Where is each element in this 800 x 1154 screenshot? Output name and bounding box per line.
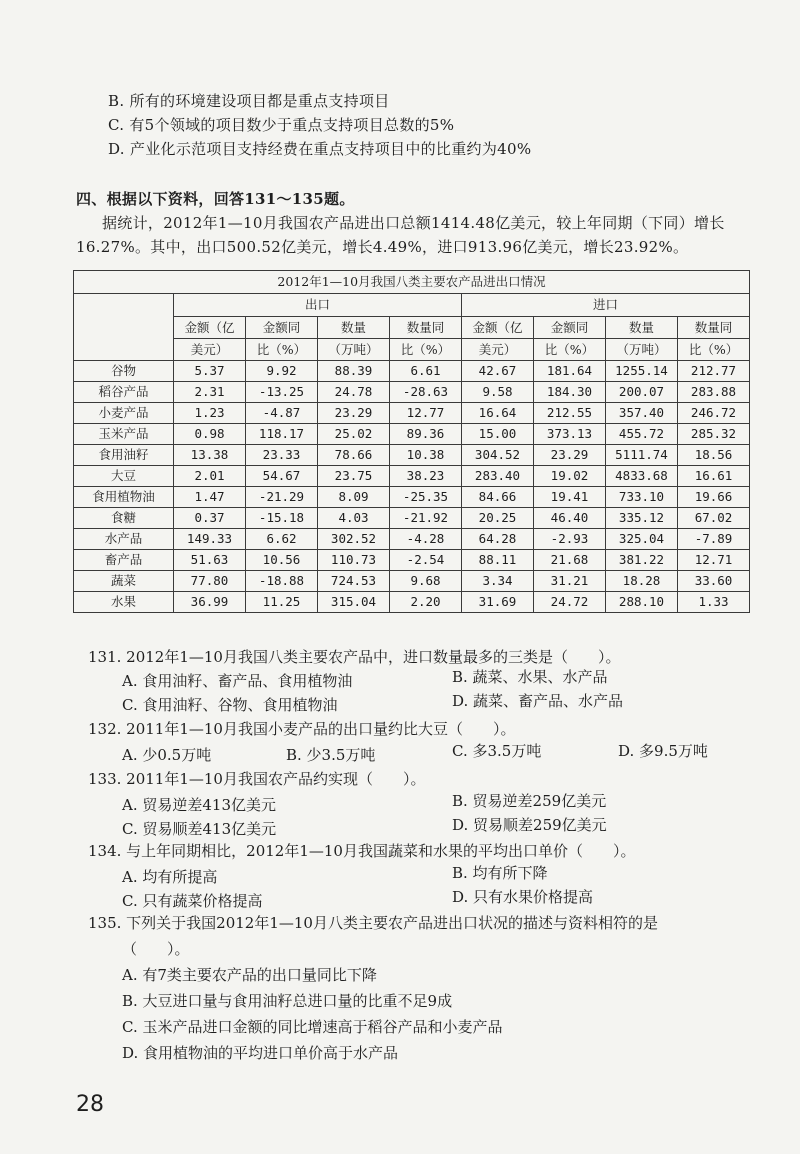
table-cell: 19.66 [678, 487, 750, 508]
question-132-option-a[interactable]: A. 少0.5万吨 [122, 746, 212, 764]
table-cell: 9.92 [246, 361, 318, 382]
table-cell: 11.25 [246, 592, 318, 613]
table-cell: -15.18 [246, 508, 318, 529]
table-cell: 8.09 [318, 487, 390, 508]
table-cell: 16.61 [678, 466, 750, 487]
table-cell: 88.39 [318, 361, 390, 382]
table-cell: 2.31 [174, 382, 246, 403]
question-135-option-b[interactable]: B. 大豆进口量与食用油籽总进口量的比重不足9成 [122, 992, 453, 1010]
table-cell: 325.04 [606, 529, 678, 550]
table-cell: 20.25 [462, 508, 534, 529]
row-label: 食糖 [74, 508, 174, 529]
table-cell: -4.28 [390, 529, 462, 550]
table-row [74, 508, 750, 529]
table-cell: 5.37 [174, 361, 246, 382]
table-cell: 15.00 [462, 424, 534, 445]
table-cell: 1255.14 [606, 361, 678, 382]
table-cell: -13.25 [246, 382, 318, 403]
col-header-bottom: （万吨） [606, 339, 678, 361]
col-header-top: 数量同 [678, 317, 750, 339]
question-131-option-d[interactable]: D. 蔬菜、畜产品、水产品 [452, 692, 624, 710]
table-cell: -18.88 [246, 571, 318, 592]
question-132-option-b[interactable]: B. 少3.5万吨 [286, 746, 376, 764]
table-row [74, 361, 750, 382]
table-cell: 1.23 [174, 403, 246, 424]
table-cell: 31.21 [534, 571, 606, 592]
table-cell: 24.72 [534, 592, 606, 613]
table-cell: 54.67 [246, 466, 318, 487]
table-cell: 2.20 [390, 592, 462, 613]
table-cell: 38.23 [390, 466, 462, 487]
row-label: 水果 [74, 592, 174, 613]
table-cell: 19.41 [534, 487, 606, 508]
col-header-bottom: 美元） [462, 339, 534, 361]
row-label: 畜产品 [74, 550, 174, 571]
question-132-stem: 132. 2011年1—10月我国小麦产品的出口量约比大豆（ ）。 [88, 720, 516, 738]
table-cell: 78.66 [318, 445, 390, 466]
table-cell: 89.36 [390, 424, 462, 445]
table-cell: 6.62 [246, 529, 318, 550]
table-row [74, 571, 750, 592]
question-135-option-a[interactable]: A. 有7类主要农产品的出口量同比下降 [122, 966, 377, 984]
col-header-bottom: 比（%） [534, 339, 606, 361]
table-row [74, 592, 750, 613]
table-cell: 4.03 [318, 508, 390, 529]
table-cell: 6.61 [390, 361, 462, 382]
row-label: 大豆 [74, 466, 174, 487]
col-header-top: 金额同 [534, 317, 606, 339]
table-cell: 3.34 [462, 571, 534, 592]
table-cell: 304.52 [462, 445, 534, 466]
table-cell: 283.88 [678, 382, 750, 403]
table-cell: 149.33 [174, 529, 246, 550]
table-cell: 51.63 [174, 550, 246, 571]
data-table [73, 270, 749, 613]
table-cell: 9.68 [390, 571, 462, 592]
question-134-option-c[interactable]: C. 只有蔬菜价格提高 [122, 892, 263, 910]
row-label: 稻谷产品 [74, 382, 174, 403]
prev-option-c: C. 有5个领域的项目数少于重点支持项目总数的5% [108, 116, 455, 134]
table-cell: -28.63 [390, 382, 462, 403]
question-135-stem: 135. 下列关于我国2012年1—10月八类主要农产品进出口状况的描述与资料相符的是 [88, 914, 658, 932]
question-134-stem: 134. 与上年同期相比，2012年1—10月我国蔬菜和水果的平均出口单价（ ）。 [88, 842, 636, 860]
question-131-option-a[interactable]: A. 食用油籽、畜产品、食用植物油 [122, 672, 353, 690]
table-row [74, 445, 750, 466]
table-cell: 357.40 [606, 403, 678, 424]
col-header-bottom: 比（%） [678, 339, 750, 361]
table-cell: -21.29 [246, 487, 318, 508]
row-label: 小麦产品 [74, 403, 174, 424]
table-cell: 77.80 [174, 571, 246, 592]
table-cell: 23.75 [318, 466, 390, 487]
table-cell: 23.33 [246, 445, 318, 466]
row-label: 蔬菜 [74, 571, 174, 592]
table-cell: 23.29 [318, 403, 390, 424]
row-label: 食用植物油 [74, 487, 174, 508]
col-header-bottom: 比（%） [390, 339, 462, 361]
question-135-option-c[interactable]: C. 玉米产品进口金额的同比增速高于稻谷产品和小麦产品 [122, 1018, 503, 1036]
col-header-top: 金额（亿 [462, 317, 534, 339]
table-cell: 88.11 [462, 550, 534, 571]
table-body [74, 361, 750, 613]
table-cell: 31.69 [462, 592, 534, 613]
table-row [74, 550, 750, 571]
question-135-stem-blank: （ ）。 [122, 940, 190, 958]
col-header-bottom: 美元） [174, 339, 246, 361]
table-cell: 200.07 [606, 382, 678, 403]
question-134-option-b[interactable]: B. 均有所下降 [452, 864, 548, 882]
col-header-top: 数量同 [390, 317, 462, 339]
table-cell: 381.22 [606, 550, 678, 571]
table-row [74, 424, 750, 445]
col-header-bottom: 比（%） [246, 339, 318, 361]
question-132-option-c[interactable]: C. 多3.5万吨 [452, 742, 542, 760]
question-133-stem: 133. 2011年1—10月我国农产品约实现（ ）。 [88, 770, 426, 788]
row-label: 谷物 [74, 361, 174, 382]
question-134-option-a[interactable]: A. 均有所提高 [122, 868, 218, 886]
row-label: 水产品 [74, 529, 174, 550]
question-131-stem: 131. 2012年1—10月我国八类主要农产品中，进口数量最多的三类是（ ）。 [88, 648, 621, 666]
table-cell: 19.02 [534, 466, 606, 487]
table-cell: 67.02 [678, 508, 750, 529]
table-cell: 733.10 [606, 487, 678, 508]
table-cell: 9.58 [462, 382, 534, 403]
table-cell: 212.77 [678, 361, 750, 382]
table-cell: 184.30 [534, 382, 606, 403]
table-cell: -2.93 [534, 529, 606, 550]
table-cell: 25.02 [318, 424, 390, 445]
table-cell: 455.72 [606, 424, 678, 445]
table-cell: 24.78 [318, 382, 390, 403]
col-header-top: 数量 [318, 317, 390, 339]
table-cell: 724.53 [318, 571, 390, 592]
table-cell: -2.54 [390, 550, 462, 571]
question-132-option-d[interactable]: D. 多9.5万吨 [618, 742, 708, 760]
question-133-option-b[interactable]: B. 贸易逆差259亿美元 [452, 792, 607, 810]
col-header-top: 金额（亿 [174, 317, 246, 339]
table-cell: 33.60 [678, 571, 750, 592]
table-cell: 18.56 [678, 445, 750, 466]
table-cell: 46.40 [534, 508, 606, 529]
table-cell: 16.64 [462, 403, 534, 424]
table-row [74, 382, 750, 403]
table-cell: 18.28 [606, 571, 678, 592]
import-group-header: 进口 [462, 294, 750, 317]
table-cell: 0.98 [174, 424, 246, 445]
question-131-option-c[interactable]: C. 食用油籽、谷物、食用植物油 [122, 696, 338, 714]
table-cell: 212.55 [534, 403, 606, 424]
table-cell: 1.47 [174, 487, 246, 508]
prev-option-d: D. 产业化示范项目支持经费在重点支持项目中的比重约为40% [108, 140, 532, 158]
table-cell: 2.01 [174, 466, 246, 487]
table-cell: 373.13 [534, 424, 606, 445]
section-heading: 四、根据以下资料，回答131～135题。 [76, 190, 355, 208]
table-cell: 118.17 [246, 424, 318, 445]
table-row [74, 466, 750, 487]
table-cell: 315.04 [318, 592, 390, 613]
question-133-option-d[interactable]: D. 贸易顺差259亿美元 [452, 816, 607, 834]
table-cell: 181.64 [534, 361, 606, 382]
table-cell: 13.38 [174, 445, 246, 466]
table-cell: 4833.68 [606, 466, 678, 487]
page-number: 28 [76, 1092, 104, 1117]
table-cell: 5111.74 [606, 445, 678, 466]
row-label: 食用油籽 [74, 445, 174, 466]
paragraph-line-2: 16.27%。其中，出口500.52亿美元，增长4.49%，进口913.96亿美元，增长23.92%。 [76, 238, 689, 256]
table-cell: 12.71 [678, 550, 750, 571]
col-header-bottom: （万吨） [318, 339, 390, 361]
table-cell: 0.37 [174, 508, 246, 529]
table-cell: -7.89 [678, 529, 750, 550]
col-header-top: 数量 [606, 317, 678, 339]
prev-option-b: B. 所有的环境建设项目都是重点支持项目 [108, 92, 390, 110]
table-cell: 246.72 [678, 403, 750, 424]
paragraph-line-1: 据统计，2012年1—10月我国农产品进出口总额1414.48亿美元，较上年同期（下同）增长 [102, 214, 725, 232]
table-corner [74, 294, 174, 361]
table-cell: 36.99 [174, 592, 246, 613]
table-cell: 283.40 [462, 466, 534, 487]
table-row [74, 529, 750, 550]
table-cell: -4.87 [246, 403, 318, 424]
question-134-option-d[interactable]: D. 只有水果价格提高 [452, 888, 594, 906]
table-cell: 335.12 [606, 508, 678, 529]
table-row [74, 403, 750, 424]
table-cell: 21.68 [534, 550, 606, 571]
question-131-option-b[interactable]: B. 蔬菜、水果、水产品 [452, 668, 608, 686]
table-cell: -21.92 [390, 508, 462, 529]
table-cell: 10.56 [246, 550, 318, 571]
table-cell: 110.73 [318, 550, 390, 571]
table-cell: 42.67 [462, 361, 534, 382]
table-caption: 2012年1—10月我国八类主要农产品进出口情况 [74, 271, 750, 294]
question-135-option-d[interactable]: D. 食用植物油的平均进口单价高于水产品 [122, 1044, 399, 1062]
question-133-option-a[interactable]: A. 贸易逆差413亿美元 [122, 796, 276, 814]
table-cell: 23.29 [534, 445, 606, 466]
export-group-header: 出口 [174, 294, 462, 317]
table-cell: -25.35 [390, 487, 462, 508]
table-cell: 1.33 [678, 592, 750, 613]
row-label: 玉米产品 [74, 424, 174, 445]
table-cell: 302.52 [318, 529, 390, 550]
table-cell: 285.32 [678, 424, 750, 445]
table-cell: 12.77 [390, 403, 462, 424]
table-cell: 64.28 [462, 529, 534, 550]
table-row [74, 487, 750, 508]
col-header-top: 金额同 [246, 317, 318, 339]
table-cell: 84.66 [462, 487, 534, 508]
table-cell: 10.38 [390, 445, 462, 466]
question-133-option-c[interactable]: C. 贸易顺差413亿美元 [122, 820, 277, 838]
table-cell: 288.10 [606, 592, 678, 613]
